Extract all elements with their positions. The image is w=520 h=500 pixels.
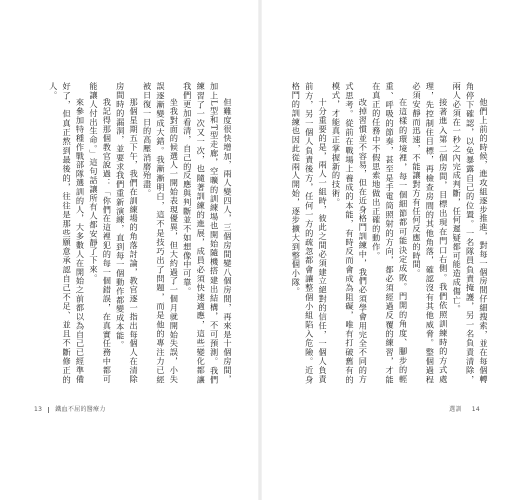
paragraph: 坐我對面的候選人一開始表現優異，但大約過了一個月就開始失誤，小失誤逐漸變成大錯。我漸漸明白，這不是技巧出了問題，而是他的專注力已經被日復一日的高壓消磨殆盡。: [142, 82, 180, 384]
paragraph: 接著進入第二個房間，目標出現在門口右側。我們依照訓練時的方式處理，先控制住目標，再檢查房間的其他角落，確認沒有其他威脅。整個過程必須安靜而迅速，不能讓對方有任何反應的時間。: [411, 82, 449, 384]
paragraph: 他們上前的時候，進攻組逐步推進，對每一個房間仔細搜索，並在每個轉角停下確認，以免暴露自己的位置。一名隊員負責掩護，另一名負責清除，兩人必須在一秒之內完成判斷，任何遲疑都可能造成傷亡。: [452, 82, 489, 384]
paragraph: 十分重要的是，兩人一組時，彼此之間必須建立絕對的信任，一個人負責前方，另一個人負責後方，任何一方的疏忽都會讓整個小組陷入危險。近身格鬥的訓練也因此從兩人開始，逐步擴大到整個小隊。: [291, 82, 329, 384]
left-page: [0, 0, 258, 500]
right-page: [262, 0, 520, 500]
paragraph: 但難度很快增加，兩人變四人，三個房間變八個房間，再來是十個房間，加上L型和T型走廊，空曠的訓練場也開始隨機搭建出結構，不可預測。我們練習了一次又一次，也隨著訓練的進展，成員必須快速適應，這些變化都讓我們更加看清，自己的反應與判斷並不如想像中可靠。: [182, 82, 233, 384]
running-head: 鐵血不屈的醫療力: [55, 406, 106, 413]
paragraph: 改掉習慣並不容易，但在近身格鬥訓練中，我們必須學會用完全不同的方式思考。從前在戰場上養成的本能，有時反而會成為阻礙，唯有打破舊有的模式，才能真正掌握新的技術。: [331, 82, 369, 384]
paragraph: 那個星期五下午，我們在訓練場的角落討論，教官逐一指出每個人在清除房間時的漏洞，並要求我們重新演練，直到每一個動作都變成本能。: [115, 82, 140, 384]
left-page-body: [40, 82, 234, 384]
paragraph: 我記得那個教官說過：「你們在這裡犯的每一個錯誤，在真實任務中都可能讓人付出生命。」這句話讓所有人都安靜了下來。: [88, 82, 113, 384]
footer-divider: [48, 407, 49, 413]
page-number: 13: [34, 406, 43, 413]
left-page-footer: [34, 404, 106, 413]
right-page-footer: [449, 404, 480, 413]
right-page-body: [284, 82, 490, 384]
running-head: 選訓: [449, 406, 462, 413]
paragraph: 來參加特種作戰部隊選訓的人，大多數人在開始之前都以為自己已經準備好了，但真正熬到最後的，往往是那些願意承認自己不足、並且不斷修正的人。: [48, 82, 86, 384]
page-number: 14: [471, 406, 480, 413]
paragraph: 在這樣的環境裡，每一個細節都可能決定成敗。門開的角度、腳步的輕重、呼吸的節奏，甚至是手電筒照射的方向，都必須經過反覆的練習，才能在真正的任務中不假思索地做出正確的動作。: [371, 82, 409, 384]
